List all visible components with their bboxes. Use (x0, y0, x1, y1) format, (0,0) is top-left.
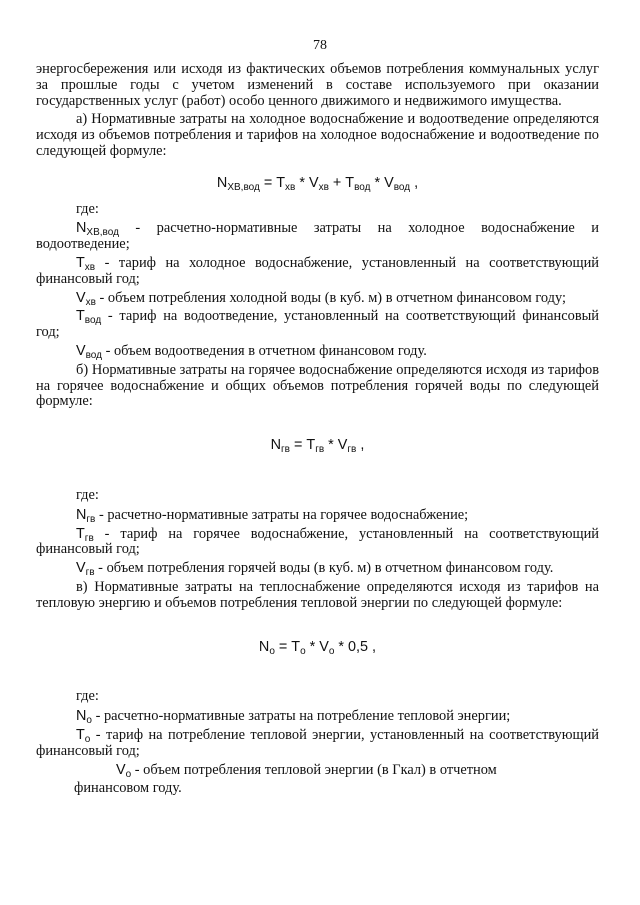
where-label-b: где: (76, 486, 99, 503)
definition-item: $T_{хв}$ - тариф на холодное водоснабжение, установленный на соответствующий финансовый год; (36, 254, 599, 287)
section-c-paragraph: в) Нормативные затраты на теплоснабжение определяются исходя из тарифов на тепловую энергию и объемов потребления тепловой энергии по следующей формуле: (36, 578, 599, 611)
definition-item: $V_{хв}$ - объем потребления холодной воды (в куб. м) в отчетном финансовом году; (76, 289, 566, 308)
document-body (36, 62, 599, 797)
page-number: 78 (313, 38, 327, 53)
intro-paragraph: энергосбережения или исходя из фактических объемов потребления коммунальных услуг за прошлые годы с учетом изменений в составе используемого при оказании государственных услуг (работ) особо ценного движимого и недвижимого имущества. (36, 61, 599, 109)
definition-item: $T_{вод}$ - тариф на водоотведение, установленный на соответствующий финансовый год; (36, 308, 599, 341)
definition-item: $V_{гв}$ - объем потребления горячей воды (в куб. м) в отчетном финансовом году. (76, 560, 554, 579)
definition-item: $V_{вод}$ - объем водоотведения в отчетном финансовом году. (76, 342, 427, 361)
section-b-paragraph: б) Нормативные затраты на горячее водоснабжение определяются исходя из тарифов на горячее водоснабжение и общих объемов потребления горячей воды по следующей формуле: (36, 361, 599, 410)
section-a-paragraph: а) Нормативные затраты на холодное водоснабжение и водоотведение определяются исходя из объемов потребления и тарифов на холодное водоснабжение и водоотведение по следующей формуле: (36, 111, 599, 159)
formula-hot-water: $N_{гв} = T_{гв} * V_{гв}$ , (270, 437, 365, 456)
formula-heat: $N_о = T_о * V_о * 0,5$ , (258, 638, 377, 657)
definition-item: $N_{ХВ,вод}$ - расчетно-нормативные затраты на холодное водоснабжение и водоотведение; (36, 220, 599, 253)
where-label-c: где: (76, 688, 99, 705)
definition-item: $N_{гв}$ - расчетно-нормативные затраты на горячее водоснабжение; (76, 506, 469, 525)
where-label-a: где: (76, 200, 99, 217)
formula-cold-water: $N_{ХВ,вод} = T_{хв} * V_{хв} + T_{вод} * V_{вод}$ , (216, 174, 419, 193)
definition-item-last: $V_о$ - объем потребления тепловой энергии (в Гкал) в отчетном (116, 761, 497, 780)
definition-item: $T_о$ - тариф на потребление тепловой энергии, установленный на соответствующий финансовый год; (36, 726, 599, 759)
definition-item: $T_{гв}$ - тариф на горячее водоснабжение, установленный на соответствующий финансовый год; (36, 525, 599, 558)
definition-item: $N_о$ - расчетно-нормативные затраты на потребление тепловой энергии; (76, 708, 511, 727)
definition-item-last-continuation: финансовом году. (74, 780, 182, 797)
